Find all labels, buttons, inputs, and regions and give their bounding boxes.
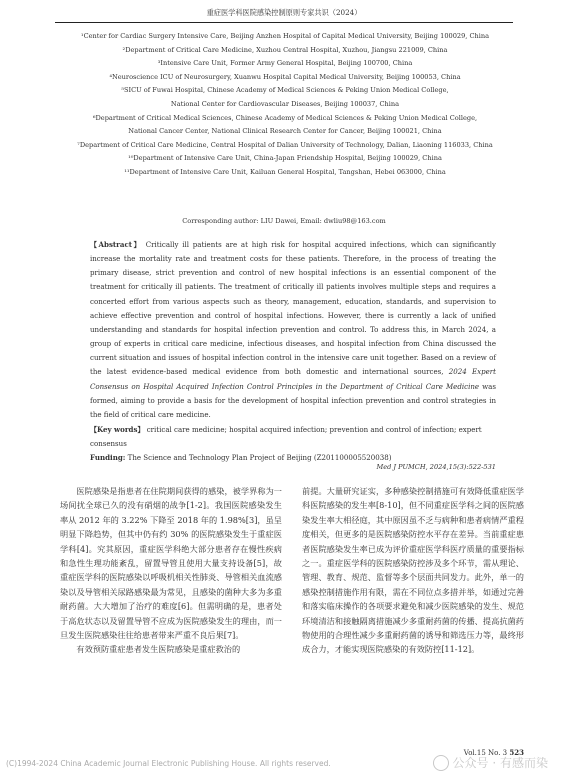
affiliation-line: ¹⁰Department of Intensive Care Unit, China-Japan Friendship Hospital, Beijing 100029, China	[128, 154, 442, 163]
watermark	[433, 754, 548, 771]
watermark-text: 公众号 · 有感而染	[452, 756, 548, 770]
abstract	[90, 238, 496, 466]
affiliation-line: National Center for Cardiovascular Diseases, Beijing 100037, China	[170, 99, 400, 108]
funding-label: Funding:	[90, 453, 126, 463]
affiliation-line: National Cancer Center, National Clinical Research Center for Cancer, Beijing 100021, China	[128, 127, 442, 136]
corresponding-author: Corresponding author: LIU Dawei, Email: dwliu98@163.com	[182, 217, 386, 225]
funding-text: The Science and Technology Plan Project of Beijing (Z201100005520038)	[127, 453, 392, 463]
body-paragraph: 前提。大量研究证实，多种感染控制措施可有效降低重症医学科医院感染的发生率[8-10]，但不同重症医学科之间的医院感染发生率大相径庭，其中原因虽不乏与病种和患者病情严重程度相关，但更多的是医院感染防控水平存在差异。当前重症患者医院感染发生率已成为评价重症医学科医疗质量的重要指标之一。重症医学科的医院感染防控涉及多个环节，需从理论、管理、教育、规范、监督等多个层面共同发力。此外，单一的感染控制措施作用有限，需在不同位点多措并举，如通过完善和落实临床操作的各项要求避免和减少医院感染的发生、规范环境清洁和接触隔离措施减少多重耐药菌的传播、提高抗菌药物使用的合理性减少多重耐药菌的诱导和筛选压力等，最终形成合力，才能实现医院感染的有效防控[11-12]。	[302, 486, 524, 655]
consensus-title: 2024 Expert Consensus on Hospital Acquired Infection Control Principles in the Department of Critical Care Medicine	[90, 367, 496, 391]
wechat-icon	[433, 755, 449, 771]
volume-info: Vol.15 No. 3	[463, 749, 508, 757]
affiliation-line: ¹Center for Cardiac Surgery Intensive Care, Beijing Anzhen Hospital of Capital Medical University, Beijing 100029, China	[80, 32, 490, 40]
right-column	[302, 484, 524, 657]
page-number: 523	[509, 748, 524, 757]
left-column	[60, 484, 282, 657]
abstract-tail: was formed, aiming to provide a basis for the development of hospital infection prevention and control strategies in the field of critical care medicine.	[90, 381, 496, 419]
affiliation-line: ⁶Department of Critical Medical Sciences, Chinese Academy of Medical Sciences & Peking Union Medical College,	[92, 113, 478, 122]
body-paragraph: 有效预防重症患者发生医院感染是重症救治的	[76, 644, 241, 655]
abstract-text: Critically ill patients are at high risk for hospital acquired infections, which can significantly increase the mortality rate and treatment costs for these patients. Therefore, in the process of treating the primary disease, strict prevention and control of new hospital infections is an essential component of the treatment for critically ill patients. The treatment of critically ill patients involves multiple steps and requires a concerted effort from various aspects such as theory, management, education, standards, and supervision to achieve effective prevention and control of hospital infections. However, there is currently a lack of unified understanding and standards for hospital infection prevention and control. To address this, in March 2024, a group of experts in critical care medicine, infectious diseases, and hospital infection from China discussed the current situation and issues of hospital infection control in the intensive care unit together. Based on a review of the latest evidence-based medical evidence from both domestic and international sources,	[90, 240, 496, 377]
affiliation-line: ³Intensive Care Unit, Former Army General Hospital, Beijing 100700, China	[157, 59, 413, 68]
affiliation-line: ⁷Department of Critical Care Medicine, Central Hospital of Dalian University of Technology, Dalian, Liaoning 116033, China	[77, 140, 493, 149]
keywords	[90, 423, 496, 451]
abstract-paragraph	[90, 238, 496, 422]
affiliation-line: ²Department of Critical Care Medicine, Xuzhou Central Hospital, Xuzhou, Jiangsu 221009, China	[122, 45, 448, 54]
keywords-text: critical care medicine; hospital acquired infection; prevention and control of infection; expert consensus	[90, 425, 482, 449]
abstract-label: 【Abstract】	[90, 240, 143, 249]
affiliations	[60, 30, 510, 180]
running-title: 重症医学科医院感染控制原则专家共识（2024）	[206, 8, 362, 17]
affiliation-line: ⁴Neuroscience ICU of Neurosurgery, Xuanwu Hospital Capital Medical University, Beijing 100053, China	[109, 72, 461, 81]
affiliation-line: ¹¹Department of Intensive Care Unit, Kailuan General Hospital, Tangshan, Hebei 063000, China	[124, 167, 446, 176]
body-paragraph: 医院感染是指患者在住院期间获得的感染，被学界称为一场间扰全球已久的没有硝烟的战争[1-2]。我国医院感染发生率从 2012 年的 3.22% 下降至 2018 年的 1.98%[3]，虽呈明显下降趋势，但其中仍有约 30% 的医院感染发生于重症医学科[4]。究其原因，重症医学科绝大部分患者存在慢性疾病和急性生理功能紊乱，留置导管且使用大量支持设备[5]，故重症医学科的医院感染以呼吸机相关性肺炎、导管相关血流感染以及导管相关尿路感染最为常见，且感染的菌种大多为多重耐药菌。大大增加了治疗的难度[6]。但需明确的是，患者处于高危状态以及留置导管不应成为医院感染发生的理由，而一旦发生医院感染往往给患者带来严重不良后果[7]。	[60, 486, 282, 641]
citation: Med J PUMCH, 2024,15(3):522-531	[376, 463, 496, 471]
affiliation-line: ⁵SICU of Fuwai Hospital, Chinese Academy of Medical Sciences & Peking Union Medical College,	[121, 86, 449, 95]
header-rule	[55, 22, 513, 23]
copyright-line: (C)1994-2024 China Academic Journal Electronic Publishing House. All rights reserved.	[6, 759, 331, 768]
body-columns	[60, 484, 524, 754]
keywords-label: 【Key words】	[90, 425, 145, 435]
